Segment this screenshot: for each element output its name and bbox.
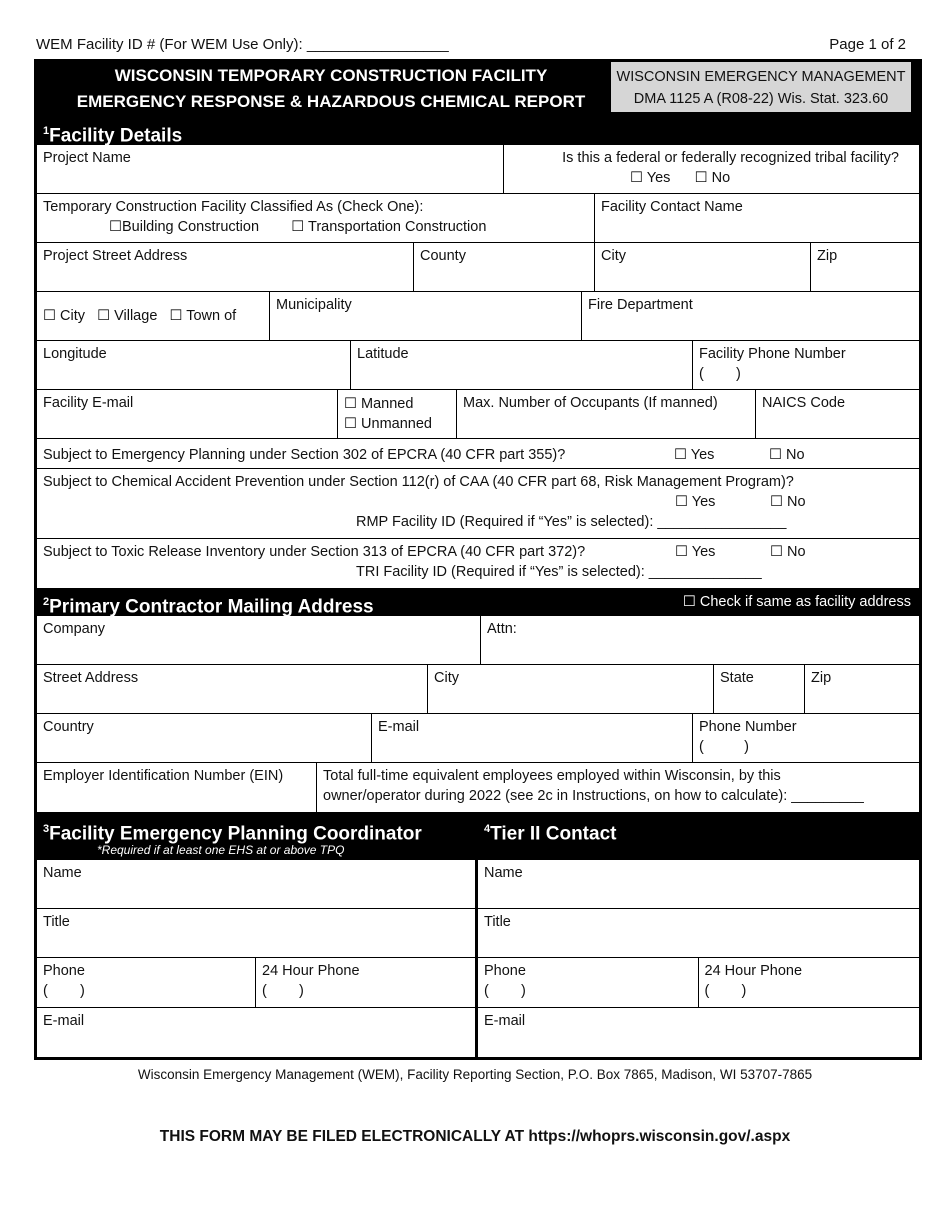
field-label: Facility Phone Number (699, 346, 846, 362)
section-primary-contractor (37, 588, 919, 616)
form-banner (37, 59, 919, 117)
section-header-4 (478, 812, 919, 860)
fire-department-field[interactable] (582, 292, 919, 340)
field-label: Facility E-mail (43, 395, 134, 411)
naics-code-field[interactable] (756, 390, 919, 438)
section-title: Facility Emergency Planning Coordinator (49, 823, 422, 845)
section-number: 4 (484, 823, 491, 835)
classification-field (37, 194, 595, 242)
coordinator-phone-field[interactable] (37, 958, 256, 1007)
facility-email-field[interactable] (37, 390, 338, 438)
zip-field[interactable] (811, 243, 919, 291)
field-label: Project Street Address (43, 248, 188, 264)
field-label: Total full-time equivalent employees employed within Wisconsin, by this (323, 768, 781, 784)
latitude-field[interactable] (351, 341, 693, 389)
field-label: 24 Hour Phone (704, 963, 803, 979)
caa-112r-yes-checkbox[interactable]: ☐ Yes (675, 494, 716, 510)
contractor-phone-field[interactable] (693, 714, 919, 762)
company-field[interactable] (37, 616, 481, 664)
page-number: Page 1 of 2 (829, 36, 906, 53)
federal-yes-no-checkboxes[interactable]: ☐ Yes ☐ No (630, 170, 731, 186)
tri-313-no-checkbox[interactable]: ☐ No (770, 544, 806, 560)
contractor-country-field[interactable] (37, 714, 372, 762)
manned-checkbox[interactable]: ☐ Manned (344, 396, 414, 412)
field-label: Zip (811, 670, 832, 686)
field-label: County (420, 248, 466, 264)
field-label: Subject to Chemical Accident Prevention under Section 112(r) of CAA (40 CFR part 68, Risk Management Program)? (43, 474, 794, 490)
field-label: Project Name (43, 150, 131, 166)
field-label: E-mail (378, 719, 420, 735)
footer-address: Wisconsin Emergency Management (WEM), Facility Reporting Section, P.O. Box 7865, Madison, WI 53707-7865 (137, 1067, 813, 1082)
phone-format: ( ) (704, 983, 747, 999)
coordinator-email-field[interactable] (37, 1008, 475, 1057)
phone-format: ( ) (699, 739, 749, 755)
agency-box (611, 62, 911, 112)
epcra-302-yes-checkbox[interactable]: ☐ Yes (674, 447, 715, 463)
field-label: Phone Number (699, 719, 797, 735)
attn-field[interactable] (481, 616, 919, 664)
contractor-zip-field[interactable] (805, 665, 919, 713)
agency-name: WISCONSIN EMERGENCY MANAGEMENT (616, 69, 906, 85)
field-label: Latitude (357, 346, 409, 362)
max-occupants-field[interactable] (457, 390, 756, 438)
field-label: E-mail (484, 1013, 526, 1029)
field-label: Phone (484, 963, 526, 979)
field-label: Zip (817, 248, 838, 264)
section-header-3 (37, 812, 475, 860)
section-title: Tier II Contact (490, 823, 617, 845)
unmanned-checkbox[interactable]: ☐ Unmanned (344, 416, 432, 432)
tier2-24hr-phone-field[interactable] (699, 958, 920, 1007)
classification-checkboxes[interactable]: ☐Building Construction ☐ Transportation Construction (109, 219, 487, 235)
coordinator-title-field[interactable] (37, 909, 475, 957)
phone-format: ( ) (484, 983, 526, 999)
field-label: Company (43, 621, 106, 637)
field-label: Subject to Emergency Planning under Section 302 of EPCRA (40 CFR part 355)? (43, 447, 566, 463)
form-title-line1: WISCONSIN TEMPORARY CONSTRUCTION FACILITY (114, 66, 548, 85)
field-label: City (434, 670, 459, 686)
manned-checkboxes (338, 390, 457, 438)
field-label: Phone (43, 963, 85, 979)
field-label: State (720, 670, 754, 686)
project-street-address-field[interactable] (37, 243, 414, 291)
tier2-title-field[interactable] (478, 909, 919, 957)
section-emergency-coordinator (37, 812, 478, 1057)
section-number: 2 (43, 596, 50, 608)
section-number: 3 (43, 823, 50, 835)
field-label: City (601, 248, 626, 264)
field-label: Name (484, 865, 523, 881)
coordinator-name-field[interactable] (37, 860, 475, 908)
contractor-street-address-field[interactable] (37, 665, 428, 713)
section-facility-details (37, 117, 919, 145)
field-label: Facility Contact Name (601, 199, 743, 215)
wem-facility-id-line: WEM Facility ID # (For WEM Use Only): _________________ (36, 36, 449, 53)
field-label: Employer Identification Number (EIN) (43, 768, 284, 784)
field-label: Municipality (276, 297, 352, 313)
coordinator-24hr-phone-field[interactable] (256, 958, 475, 1007)
field-label: NAICS Code (762, 395, 846, 411)
field-label: Subject to Toxic Release Inventory under Section 313 of EPCRA (40 CFR part 372)? (43, 544, 586, 560)
same-as-facility-checkbox[interactable]: ☐ Check if same as facility address (682, 594, 911, 610)
phone-format: ( ) (699, 366, 741, 382)
field-label: Max. Number of Occupants (If manned) (463, 395, 718, 411)
field-label: Title (43, 914, 70, 930)
phone-format: ( ) (43, 983, 85, 999)
city-field[interactable] (595, 243, 811, 291)
section-title: Primary Contractor Mailing Address (49, 596, 374, 618)
municipality-field[interactable] (270, 292, 582, 340)
form-number: DMA 1125 A (R08-22) Wis. Stat. 323.60 (633, 91, 889, 107)
electronic-filing-notice: THIS FORM MAY BE FILED ELECTRONICALLY AT https://whoprs.wisconsin.gov/.aspx (159, 1128, 791, 1145)
contractor-email-field[interactable] (372, 714, 693, 762)
field-label: Is this a federal or federally recognized tribal facility? (562, 150, 899, 166)
form-title-line2: EMERGENCY RESPONSE & HAZARDOUS CHEMICAL REPORT (76, 92, 586, 111)
federal-facility-question (504, 145, 919, 193)
field-label-cont: owner/operator during 2022 (see 2c in Instructions, on how to calculate): _________ (323, 788, 864, 804)
field-label: Name (43, 865, 82, 881)
rmp-facility-id-field[interactable]: RMP Facility ID (Required if “Yes” is selected): ________________ (356, 514, 787, 530)
tpq-requirement-note: *Required if at least one EHS at or above TPQ (97, 843, 345, 857)
fte-employees-field[interactable] (317, 763, 919, 812)
field-label: 24 Hour Phone (262, 963, 360, 979)
tier2-email-field[interactable] (478, 1008, 919, 1057)
contractor-state-field[interactable] (714, 665, 805, 713)
section-tier2-contact (478, 812, 919, 1057)
field-label: Fire Department (588, 297, 693, 313)
phone-format: ( ) (262, 983, 304, 999)
project-name-field[interactable] (37, 145, 504, 193)
field-label: Street Address (43, 670, 139, 686)
caa-112r-no-checkbox[interactable]: ☐ No (770, 494, 806, 510)
longitude-field[interactable] (37, 341, 351, 389)
field-label: Title (484, 914, 511, 930)
county-field[interactable] (414, 243, 595, 291)
epcra-302-no-checkbox[interactable]: ☐ No (769, 447, 805, 463)
field-label: Country (43, 719, 94, 735)
tri-facility-id-field[interactable]: TRI Facility ID (Required if “Yes” is selected): ______________ (356, 564, 762, 580)
tier2-phone-field[interactable] (478, 958, 699, 1007)
facility-phone-field[interactable] (693, 341, 919, 389)
municipality-type-checkboxes[interactable]: ☐ City ☐ Village ☐ Town of (37, 292, 270, 340)
section-title: Facility Details (49, 125, 183, 147)
caa-112r-question (37, 469, 919, 538)
epcra-302-question (37, 439, 919, 468)
ein-field[interactable] (37, 763, 317, 812)
field-label: Attn: (487, 621, 517, 637)
field-label: E-mail (43, 1013, 85, 1029)
tri-313-yes-checkbox[interactable]: ☐ Yes (675, 544, 716, 560)
facility-contact-name-field[interactable] (595, 194, 919, 242)
report-form (34, 59, 922, 1060)
tri-313-question (37, 539, 919, 588)
field-label: Longitude (43, 346, 107, 362)
contractor-city-field[interactable] (428, 665, 714, 713)
tier2-name-field[interactable] (478, 860, 919, 908)
field-label: Temporary Construction Facility Classified As (Check One): (43, 199, 424, 215)
section-number: 1 (43, 125, 50, 137)
